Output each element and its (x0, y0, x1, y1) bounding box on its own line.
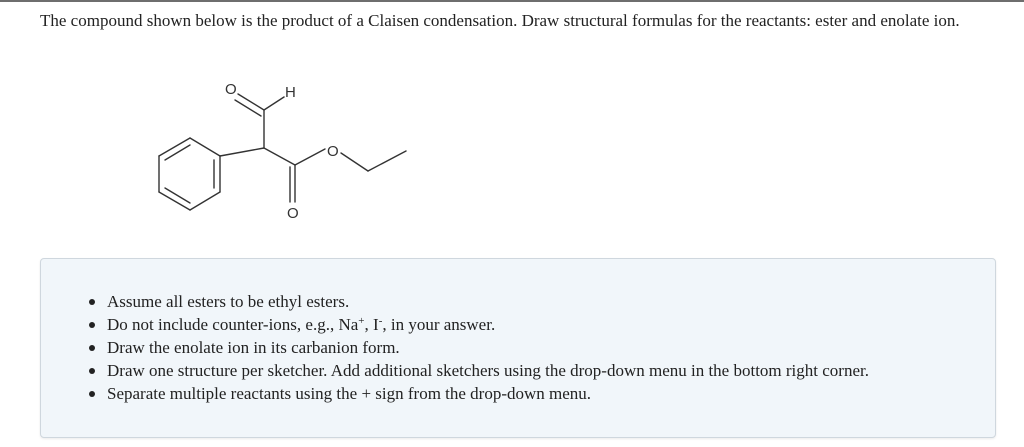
ester-c-o-bond (295, 149, 325, 165)
iodide-charge: - (378, 315, 383, 327)
ethyl-bond (368, 151, 406, 171)
instruction-item (89, 290, 869, 313)
ring-bond (190, 192, 220, 210)
ring-double-bond (165, 188, 190, 203)
ring-bond (190, 138, 220, 156)
instruction-text: Separate multiple reactants using the + sign from the drop-down menu. (107, 384, 592, 403)
sodium-charge: + (358, 315, 365, 327)
instruction-text: Assume all esters to be ethyl esters. (107, 292, 350, 311)
aldehyde-h-bond (264, 97, 284, 110)
ring-to-alpha-bond (220, 148, 264, 156)
instruction-text: Draw the enolate ion in its carbanion form. (107, 338, 400, 357)
aldehyde-double-bond (235, 100, 261, 116)
instruction-item (89, 382, 869, 405)
instruction-text: Draw one structure per sketcher. Add additional sketchers using the drop-down menu in the bottom right corner. (107, 361, 869, 380)
aldehyde-oxygen-label: O (225, 81, 237, 98)
instruction-item (89, 313, 869, 336)
instruction-text: Do not include counter-ions, e.g., Na (107, 315, 359, 334)
instructions-list (89, 290, 869, 405)
top-divider (0, 0, 1024, 2)
instruction-item (89, 359, 869, 382)
ester-o-ch2-bond (341, 153, 368, 171)
carbonyl-oxygen-label: O (287, 205, 299, 222)
ring-double-bond (165, 145, 190, 160)
aldehyde-double-bond (238, 94, 264, 110)
aldehyde-hydrogen-label: H (285, 84, 296, 101)
instruction-text: , I (364, 315, 379, 334)
instruction-text: , in your answer. (382, 315, 496, 334)
alpha-to-ester-bond (264, 148, 295, 165)
instruction-item (89, 336, 869, 359)
chemical-structure (140, 70, 430, 230)
question-text: The compound shown below is the product of a Claisen condensation. Draw structural formulas for the reactants: ester and enolate ion. (40, 11, 960, 30)
ester-oxygen-label: O (327, 143, 339, 160)
instructions-panel (40, 258, 996, 438)
